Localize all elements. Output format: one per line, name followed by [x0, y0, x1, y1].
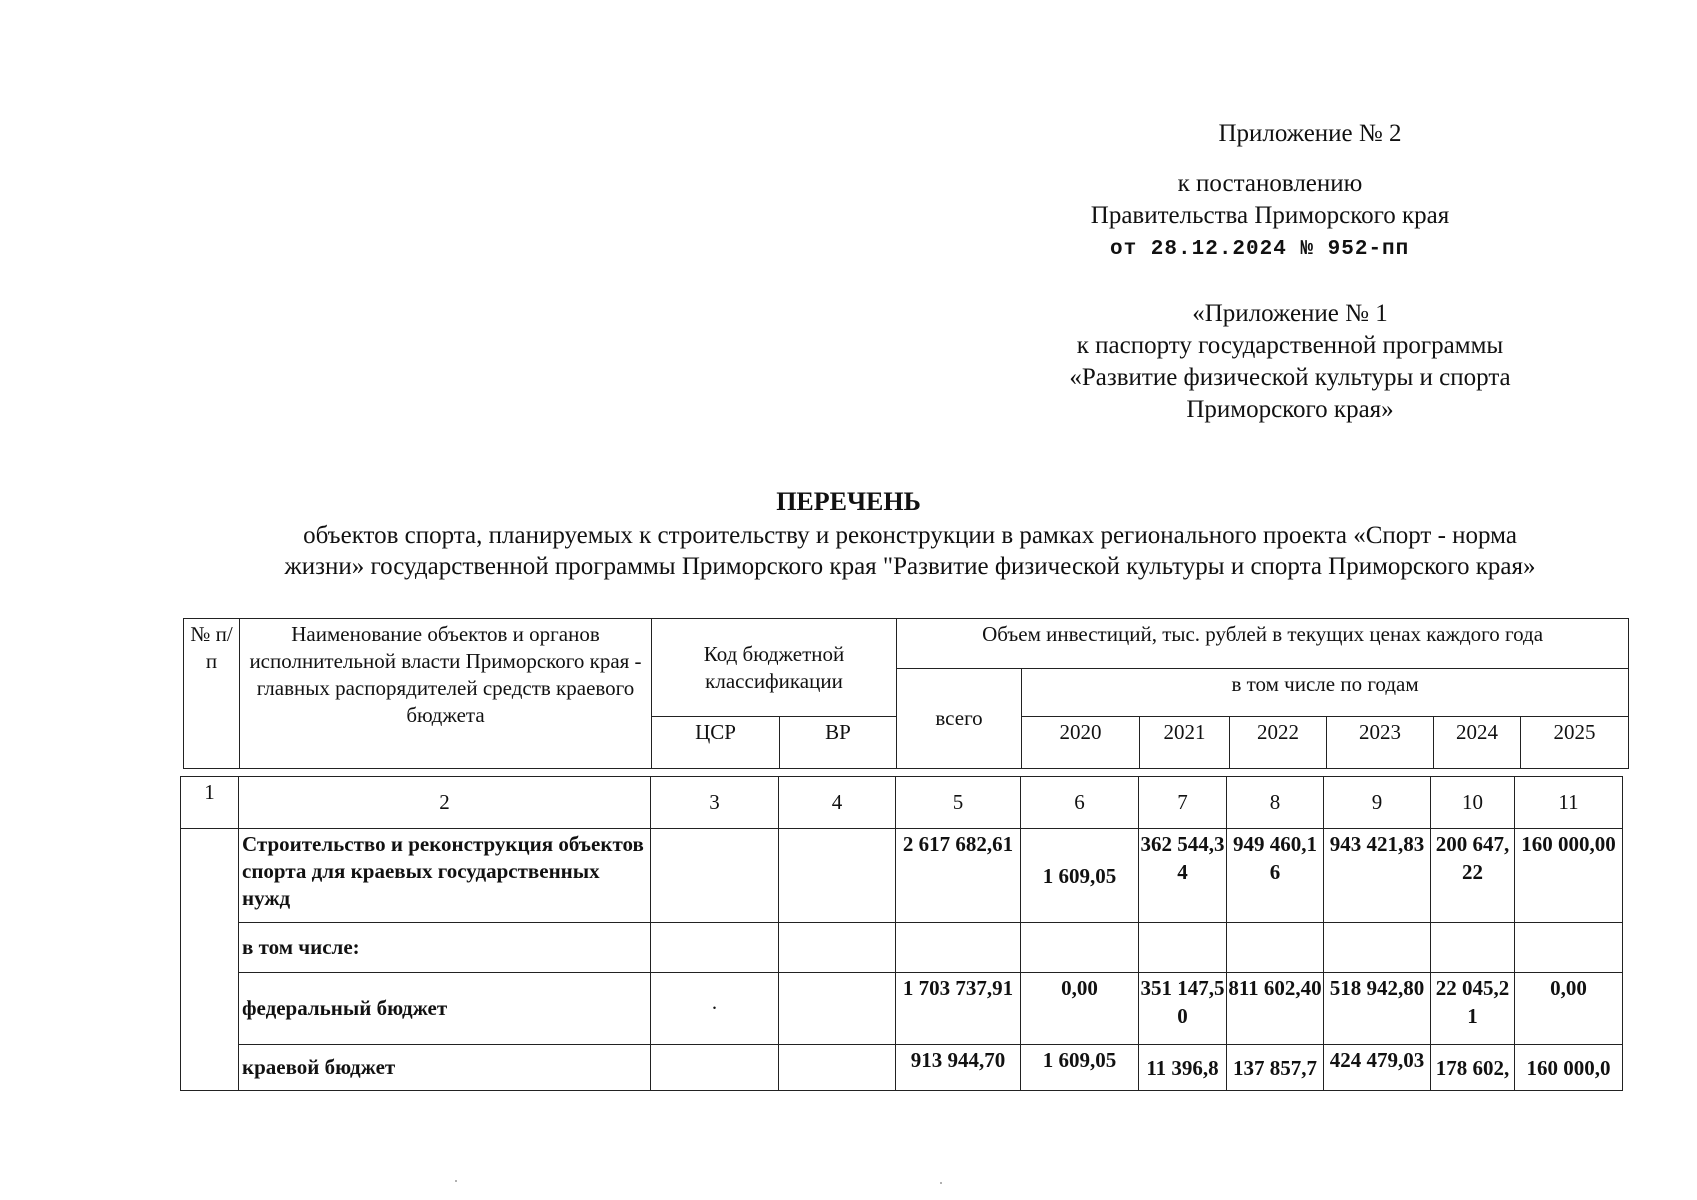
row-value-2022: 137 857,7 [1227, 1045, 1324, 1091]
passport-appendix-line-1: «Приложение № 1 [1192, 300, 1388, 327]
row-value-2020: 1 609,05 [1021, 829, 1139, 923]
row-value-2025 [1515, 923, 1623, 973]
col-number: 5 [896, 777, 1021, 829]
table-row [181, 973, 1623, 1045]
row-csr [651, 1045, 779, 1091]
header-num: № п/п [184, 619, 240, 769]
header-by-years: в том числе по годам [1022, 669, 1629, 717]
row-value-2023: 943 421,83 [1324, 829, 1431, 923]
header-budget-code: Код бюджетной классификации [652, 619, 897, 717]
row-value-2021 [1139, 923, 1227, 973]
decree-line-1: к постановлению [1177, 170, 1363, 197]
col-number: 11 [1515, 777, 1623, 829]
row-value-total: 913 944,70 [896, 1045, 1021, 1091]
row-value-2024: 178 602, [1431, 1045, 1515, 1091]
table-body [180, 776, 1623, 1091]
col-number: 7 [1139, 777, 1227, 829]
scan-speck [940, 1182, 942, 1184]
row-csr [651, 923, 779, 973]
row-name: краевой бюджет [239, 1045, 651, 1091]
row-num-cell [181, 829, 239, 1091]
row-value-2020: 1 609,05 [1021, 1045, 1139, 1091]
header-year-2025: 2025 [1521, 717, 1629, 769]
subtitle-line-2: жизни» государственной программы Приморского края "Развитие физической культуры и спорта Приморского края» [284, 553, 1536, 580]
header-name: Наименование объектов и органов исполнительной власти Приморского края - главных распорядителей средств краевого бюджета [240, 619, 652, 769]
row-value-2023: 424 479,03 [1324, 1045, 1431, 1091]
row-value-2023: 518 942,80 [1324, 973, 1431, 1045]
row-value-2022: 949 460,16 [1227, 829, 1324, 923]
row-value-2020: 0,00 [1021, 973, 1139, 1045]
row-name: в том числе: [239, 923, 651, 973]
col-number: 6 [1021, 777, 1139, 829]
col-number: 1 [181, 777, 239, 829]
appendix-number: Приложение № 2 [1218, 120, 1402, 147]
row-name: Строительство и реконструкция объектов спорта для краевых государственных нужд [239, 829, 651, 923]
passport-appendix-line-2: к паспорту государственной программы [1076, 332, 1504, 359]
row-name: федеральный бюджет [239, 973, 651, 1045]
header-csr: ЦСР [652, 717, 780, 769]
col-number: 10 [1431, 777, 1515, 829]
row-csr [651, 829, 779, 923]
row-value-total: 1 703 737,91 [896, 973, 1021, 1045]
row-vr [779, 829, 896, 923]
header-vr: ВР [780, 717, 897, 769]
row-value-2024: 22 045,21 [1431, 973, 1515, 1045]
table-row [181, 829, 1623, 923]
decree-date-stamp: от 28.12.2024 № 952-пп [1110, 238, 1410, 261]
row-value-total: 2 617 682,61 [896, 829, 1021, 923]
decree-reference [1040, 168, 1500, 232]
col-number: 9 [1324, 777, 1431, 829]
row-value-2025: 160 000,00 [1515, 829, 1623, 923]
header-total: всего [897, 669, 1022, 769]
row-value-2023 [1324, 923, 1431, 973]
header-year-2023: 2023 [1327, 717, 1434, 769]
document-title: ПЕРЕЧЕНЬ [776, 487, 921, 516]
col-number: 2 [239, 777, 651, 829]
row-value-2022: 811 602,40 [1227, 973, 1324, 1045]
row-value-2021: 11 396,8 [1139, 1045, 1227, 1091]
row-value-2024: 200 647,22 [1431, 829, 1515, 923]
row-vr [779, 973, 896, 1045]
row-value-2021: 351 147,50 [1139, 973, 1227, 1045]
row-value-total [896, 923, 1021, 973]
table-row [181, 1045, 1623, 1091]
table-header [183, 618, 1629, 769]
col-number: 4 [779, 777, 896, 829]
row-vr [779, 1045, 896, 1091]
table-row [181, 923, 1623, 973]
header-year-2022: 2022 [1230, 717, 1327, 769]
row-value-2022 [1227, 923, 1324, 973]
header-year-2021: 2021 [1140, 717, 1230, 769]
col-number: 3 [651, 777, 779, 829]
passport-appendix-line-3: «Развитие физической культуры и спорта [1069, 364, 1511, 391]
passport-appendix [1000, 298, 1580, 426]
header-year-2020: 2020 [1022, 717, 1140, 769]
document-subtitle [175, 520, 1645, 582]
row-value-2020 [1021, 923, 1139, 973]
header-year-2024: 2024 [1434, 717, 1521, 769]
row-value-2025: 0,00 [1515, 973, 1623, 1045]
row-value-2025: 160 000,0 [1515, 1045, 1623, 1091]
passport-appendix-line-4: Приморского края» [1186, 396, 1394, 423]
row-value-2024 [1431, 923, 1515, 973]
col-number: 8 [1227, 777, 1324, 829]
header-investment: Объем инвестиций, тыс. рублей в текущих ценах каждого года [897, 619, 1629, 669]
row-csr: · [651, 973, 779, 1045]
row-vr [779, 923, 896, 973]
scan-speck [455, 1180, 457, 1182]
column-numbers-row [181, 777, 1623, 829]
row-value-2021: 362 544,34 [1139, 829, 1227, 923]
subtitle-line-1: объектов спорта, планируемых к строительству и реконструкции в рамках регионального проекта «Спорт - норма [303, 522, 1517, 549]
decree-line-2: Правительства Приморского края [1090, 202, 1450, 229]
